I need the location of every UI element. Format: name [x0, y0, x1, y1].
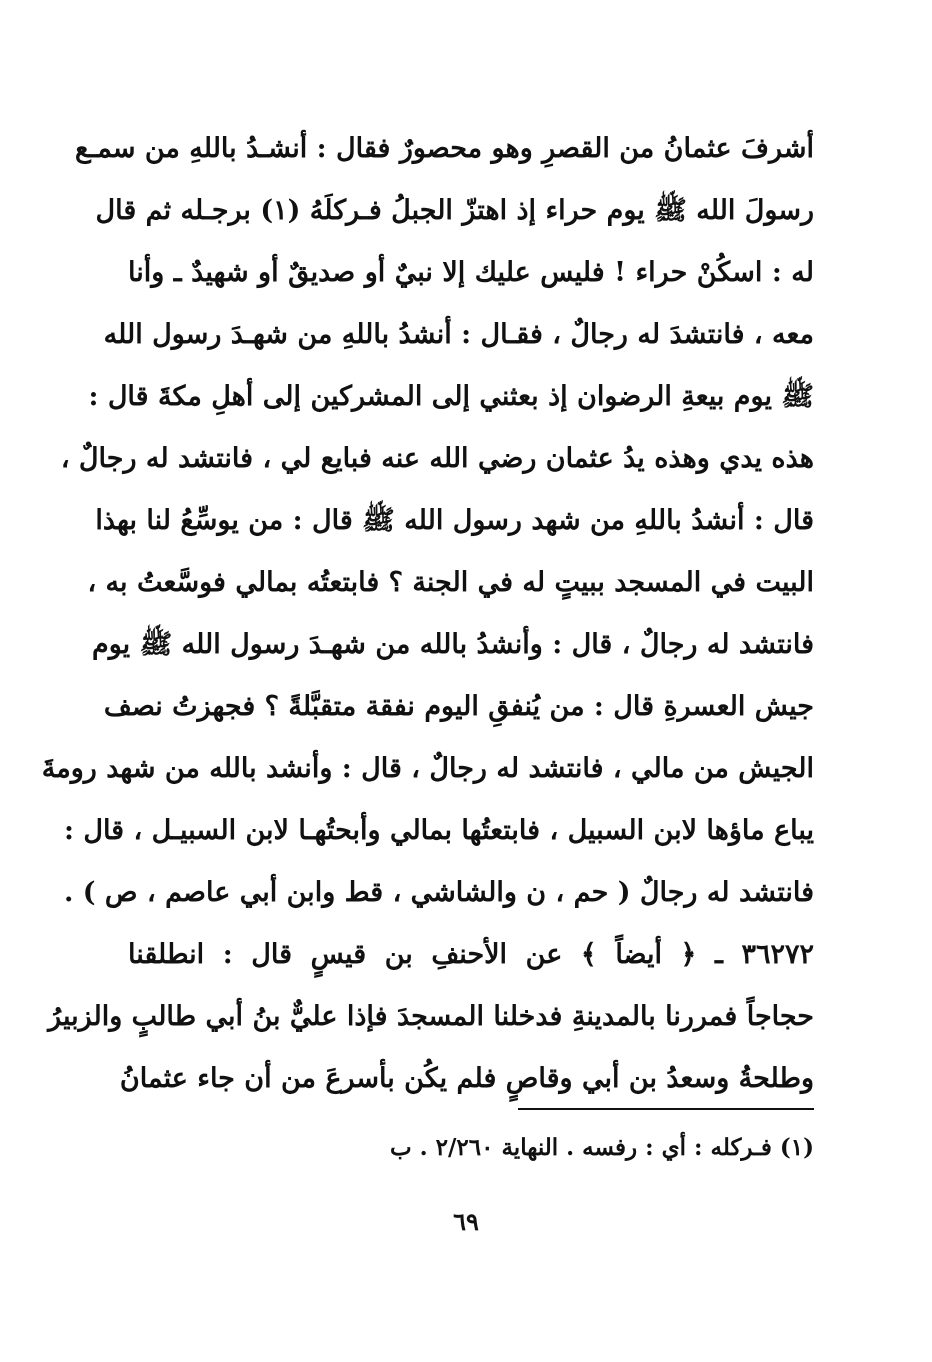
footnote-divider [518, 1108, 814, 1110]
text-line-9: فانتشد له رجالٌ ، قال : وأنشدُ بالله من شهـدَ رسول الله ﷺ يوم [92, 629, 814, 660]
text-line-11: الجيش من مالي ، فانتشد له رجالٌ ، قال : وأنشد بالله من شهد رومةَ [41, 753, 814, 784]
text-line-10: جيش العسرةِ قال : من يُنفقِ اليوم نفقة متقبَّلةً ؟ فجهزتُ نصف [103, 691, 814, 722]
page-number: ٦٩ [453, 1207, 479, 1236]
text-line-12: يباع ماؤها لابن السبيل ، فابتعتُها بمالي وأبحتُهـا لابن السبيـل ، قال : [63, 815, 814, 846]
text-line-3: له : اسكُنْ حراء ! فليس عليك إلا نبيٌ أو صديقٌ أو شهيدٌ ـ وأنا [128, 257, 814, 288]
text-line-7: قال : أنشدُ باللهِ من شهد رسول الله ﷺ قال : من يوسِّعُ لنا بهذا [95, 505, 814, 536]
text-line-1: أشرفَ عثمانُ من القصرِ وهو محصورٌ فقال : أنشـدُ باللهِ من سمـع [74, 133, 814, 164]
text-line-4: معه ، فانتشدَ له رجالٌ ، فقـال : أنشدُ باللهِ من شهـدَ رسول الله [103, 319, 814, 350]
text-line-5: ﷺ يوم بيعةِ الرضوان إذ بعثني إلى المشركين إلى أهلِ مكةَ قال : [88, 381, 814, 412]
hadith-heading-line: ٣٦٢٧٢ ـ ﴿ أيضاً ﴾ عن الأحنفِ بن قيسٍ قال : انطلقنا [128, 939, 814, 970]
text-line-8: البيت في المسجد ببيتٍ له في الجنة ؟ فابتعتُه بمالي فوسَّعتُ به ، [87, 567, 814, 598]
text-line-16: وطلحةُ وسعدُ بن أبي وقاصٍ فلم يكُن بأسرعَ من أن جاء عثمانُ [119, 1063, 814, 1094]
text-line-2: رسولَ الله ﷺ يوم حراء إذ اهتزّ الجبلُ فـركلَهُ (١) برجـله ثم قال [95, 195, 814, 226]
text-line-13: فانتشد له رجالٌ ( حم ، ن والشاشي ، قط وابن أبي عاصم ، ص ) . [63, 877, 814, 908]
text-line-6: هذه يدي وهذه يدُ عثمان رضي الله عنه فبايع لي ، فانتشد له رجالٌ ، [60, 443, 814, 474]
main-text-block [41, 118, 814, 1110]
footnote: (١) فـركله : أي : رفسه . النهاية ٢/٢٦٠ . ب [389, 1134, 814, 1161]
text-line-15: حجاجاً فمررنا بالمدينةِ فدخلنا المسجدَ فإذا عليٌّ بنُ أبي طالبٍ والزبيرُ [48, 1001, 814, 1032]
